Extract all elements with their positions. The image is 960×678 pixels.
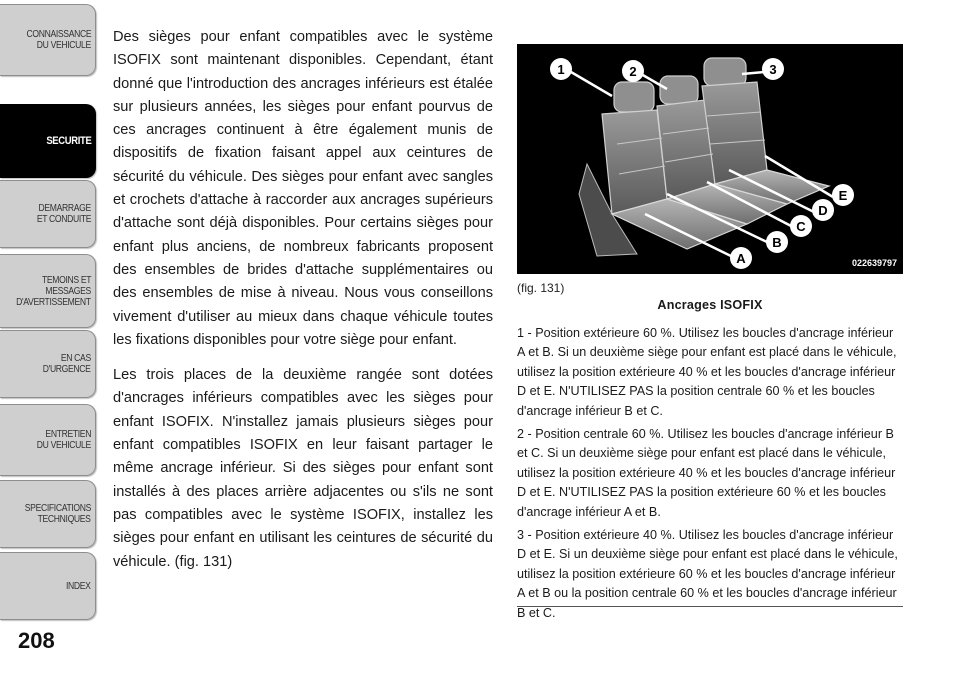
- tab-temoins-et-messages[interactable]: [0, 254, 96, 328]
- callout-a-label: A: [736, 251, 746, 266]
- side-tabs: [0, 0, 100, 630]
- tab-label-line: D'URGENCE: [43, 364, 91, 375]
- caption-divider: [517, 606, 903, 607]
- tab-label-line: TECHNIQUES: [38, 514, 91, 525]
- tab-label-line: DU VEHICULE: [36, 440, 91, 451]
- page-number: 208: [18, 628, 55, 653]
- tab-demarrage-et-conduite[interactable]: [0, 180, 96, 248]
- callout-c-label: C: [796, 219, 806, 234]
- tab-label-line: INDEX: [66, 580, 91, 592]
- tab-label-line: CONNAISSANCE: [26, 29, 91, 40]
- callout-d-label: D: [818, 203, 828, 218]
- tab-specifications-techniques[interactable]: [0, 480, 96, 548]
- caption-title: Ancrages ISOFIX: [657, 298, 763, 312]
- tab-label-line: DEMARRAGE: [38, 203, 91, 214]
- callout-2-label: 2: [629, 64, 637, 79]
- tab-entretien-du-vehicule[interactable]: [0, 404, 96, 476]
- callout-3-label: 3: [769, 62, 777, 77]
- tab-label-line: MESSAGES: [45, 285, 91, 297]
- headrest-right: [704, 58, 746, 86]
- body-paragraph: Des sièges pour enfant compatibles avec le système ISOFIX sont maintenant disponibles. Cependant, étant donné que l'introduction des ancrages inférieurs est étalée sur plusieurs années, les sièges pour enfant pourvus de ces ancrages continuent à être également munis de dispositifs de fixation faisant appel aux ceintures de sécurité du véhicule. Des sièges pour enfant avec sangles et crochets d'attache à raccorder aux ancrages supérieurs d'attache sont déjà disponibles. Pour certains sièges pour enfant plus anciens, de nombreux fabricants proposent des ensembles de brides d'attache supplémentaires ou des ensembles de mise à niveau. Nous vous conseillons vivement d'utiliser au mieux dans chaque véhicule toutes les fixations disponibles pour votre siège pour enfant.: [113, 29, 493, 348]
- tab-label-line: ET CONDUITE: [36, 214, 91, 225]
- caption-item-1: 1 - Position extérieure 60 %. Utilisez les boucles d'ancrage inférieur A et B. Si un deuxième siège pour enfant est placé dans le véhicule, utilisez la position extérieure 40 % et les boucles d'ancrage inférieur D et E. N'UTILISEZ PAS la position centrale 60 % et les boucles d'ancrage inférieur B et C.: [517, 325, 897, 418]
- tab-label-line: DU VEHICULE: [36, 40, 91, 51]
- tab-label-line: TEMOINS ET: [41, 274, 91, 286]
- body-paragraph: Les trois places de la deuxième rangée sont dotées d'ancrages inférieurs compatibles avec les sièges pour enfant ISOFIX. N'installez jamais plusieurs sièges pour enfant compatibles ISOFIX en leur faisant partager le même ancrage inférieur. Si des sièges pour enfant sont installés à des places arrière adjacentes ou s'ils ne sont pas compatibles avec le système ISOFIX, installez les sièges pour enfant en utilisant les ceintures de sécurité du véhicule. (fig. 131): [113, 367, 493, 570]
- figure-reference: (fig. 131): [517, 281, 565, 295]
- figure-caption: [517, 296, 903, 627]
- tab-label-line: SECURITE: [45, 134, 91, 147]
- tab-label-line: ENTRETIEN: [45, 429, 91, 440]
- tab-label-line: EN CAS: [61, 353, 91, 364]
- tab-connaissance-du-vehicule[interactable]: [0, 4, 96, 76]
- figure-code: 022639797: [851, 258, 897, 268]
- seatback-left: [602, 110, 667, 214]
- callout-e-label: E: [838, 188, 848, 203]
- headrest-center: [660, 76, 698, 104]
- tab-en-cas-d-urgence[interactable]: [0, 330, 96, 398]
- callout-1-label: 1: [557, 62, 565, 77]
- callout-b-label: B: [772, 235, 782, 250]
- tab-label-line: D'AVERTISSEMENT: [16, 296, 91, 308]
- tab-index[interactable]: [0, 552, 96, 620]
- caption-item-2: 2 - Position centrale 60 %. Utilisez les boucles d'ancrage inférieur B et C. Si un deuxième siège pour enfant est placé dans le véhicule, utilisez la position extérieure 40 % et les boucles d'ancrage inférieur D et E. N'UTILISEZ PAS la position extérieure 60 % et les boucles d'ancrage inférieur A et B.: [517, 426, 896, 519]
- isofix-seat-illustration: [517, 44, 903, 274]
- body-text-column: [113, 26, 493, 586]
- headrest-left: [614, 82, 654, 112]
- seat-drawing: [517, 44, 903, 274]
- caption-item-3: 3 - Position extérieure 40 %. Utilisez les boucles d'ancrage inférieur D et E. Si un deuxième siège pour enfant est placé dans le véhicule, utilisez la position extérieure 60 % et les boucles d'ancrage inférieur A et B ou la position centrale 60 % et les boucles d'ancrage inférieur B et C.: [517, 527, 898, 620]
- tab-label-line: SPECIFICATIONS: [24, 503, 91, 514]
- tab-securite[interactable]: [0, 104, 96, 178]
